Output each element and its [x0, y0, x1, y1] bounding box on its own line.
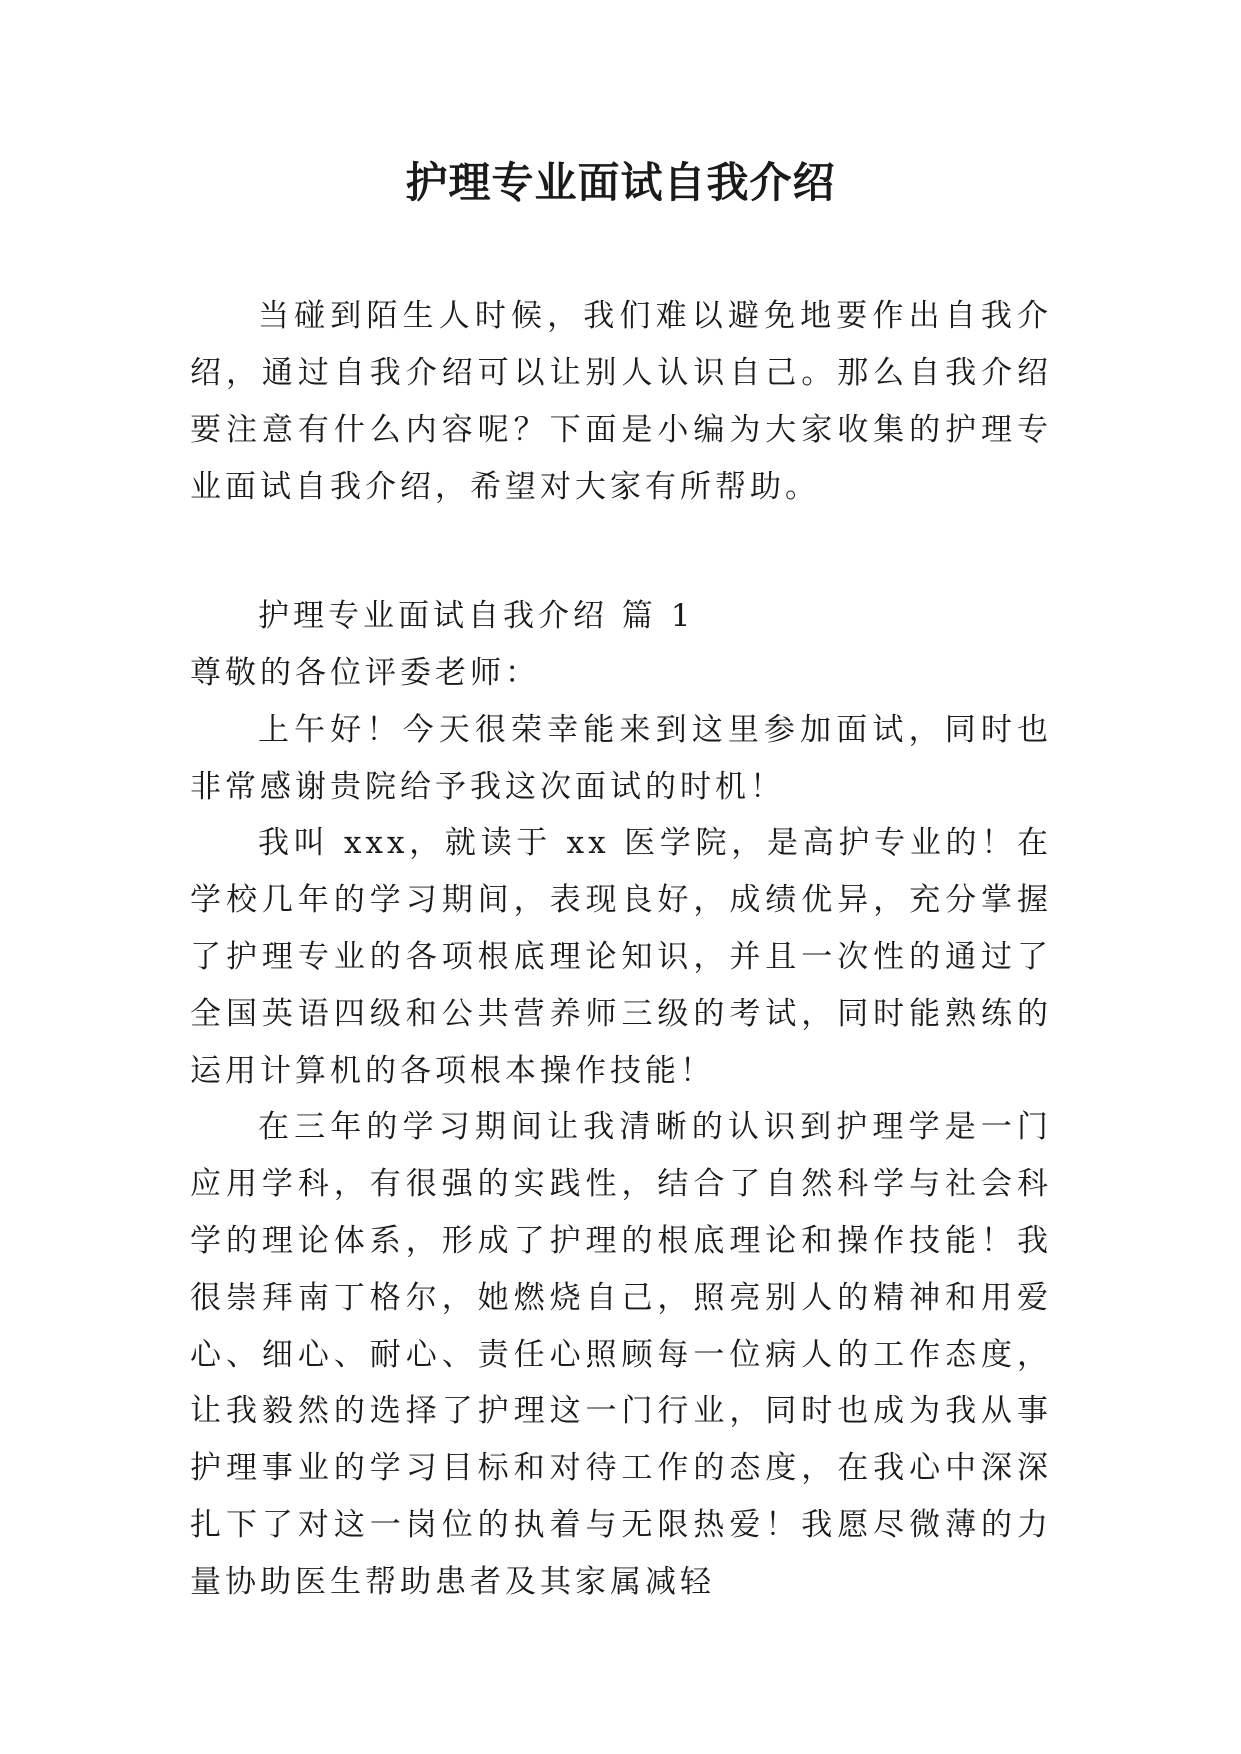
section-heading: 护理专业面试自我介绍 篇 1 — [258, 598, 695, 634]
document-title: 护理专业面试自我介绍 — [405, 158, 836, 207]
intro-block — [190, 288, 1052, 516]
intro-paragraph: 当碰到陌生人时候，我们难以避免地要作出自我介绍，通过自我介绍可以让别人认识自己。那么自我介绍要注意有什么内容呢？下面是小编为大家收集的护理专业面试自我介绍，希望对大家有所帮助。 — [190, 298, 1052, 505]
section-heading-block — [190, 588, 1052, 645]
body-paragraph-motivation: 在三年的学习期间让我清晰的认识到护理学是一门应用学科，有很强的实践性，结合了自然科学与社会科学的理论体系，形成了护理的根底理论和操作技能！我很崇拜南丁格尔，她燃烧自己，照亮别人的精神和用爱心、细心、耐心、责任心照顾每一位病人的工作态度，让我毅然的选择了护理这一门行业，同时也成为我从事护理事业的学习目标和对待工作的态度，在我心中深深扎下了对这一岗位的执着与无限热爱！我愿尽微薄的力量协助医生帮助患者及其家属减轻 — [190, 1109, 1052, 1600]
salutation: 尊敬的各位评委老师： — [190, 655, 540, 691]
letter-body — [190, 645, 1052, 1611]
body-paragraph-greeting: 上午好！今天很荣幸能来到这里参加面试，同时也非常感谢贵院给予我这次面试的时机！ — [190, 711, 1052, 805]
body-paragraph-education: 我叫 xxx，就读于 xx 医学院，是高护专业的！在学校几年的学习期间，表现良好，成绩优异，充分掌握了护理专业的各项根底理论知识，并且一次性的通过了全国英语四级和公共营养师三级的考试，同时能熟练的运用计算机的各项根本操作技能！ — [190, 825, 1052, 1089]
